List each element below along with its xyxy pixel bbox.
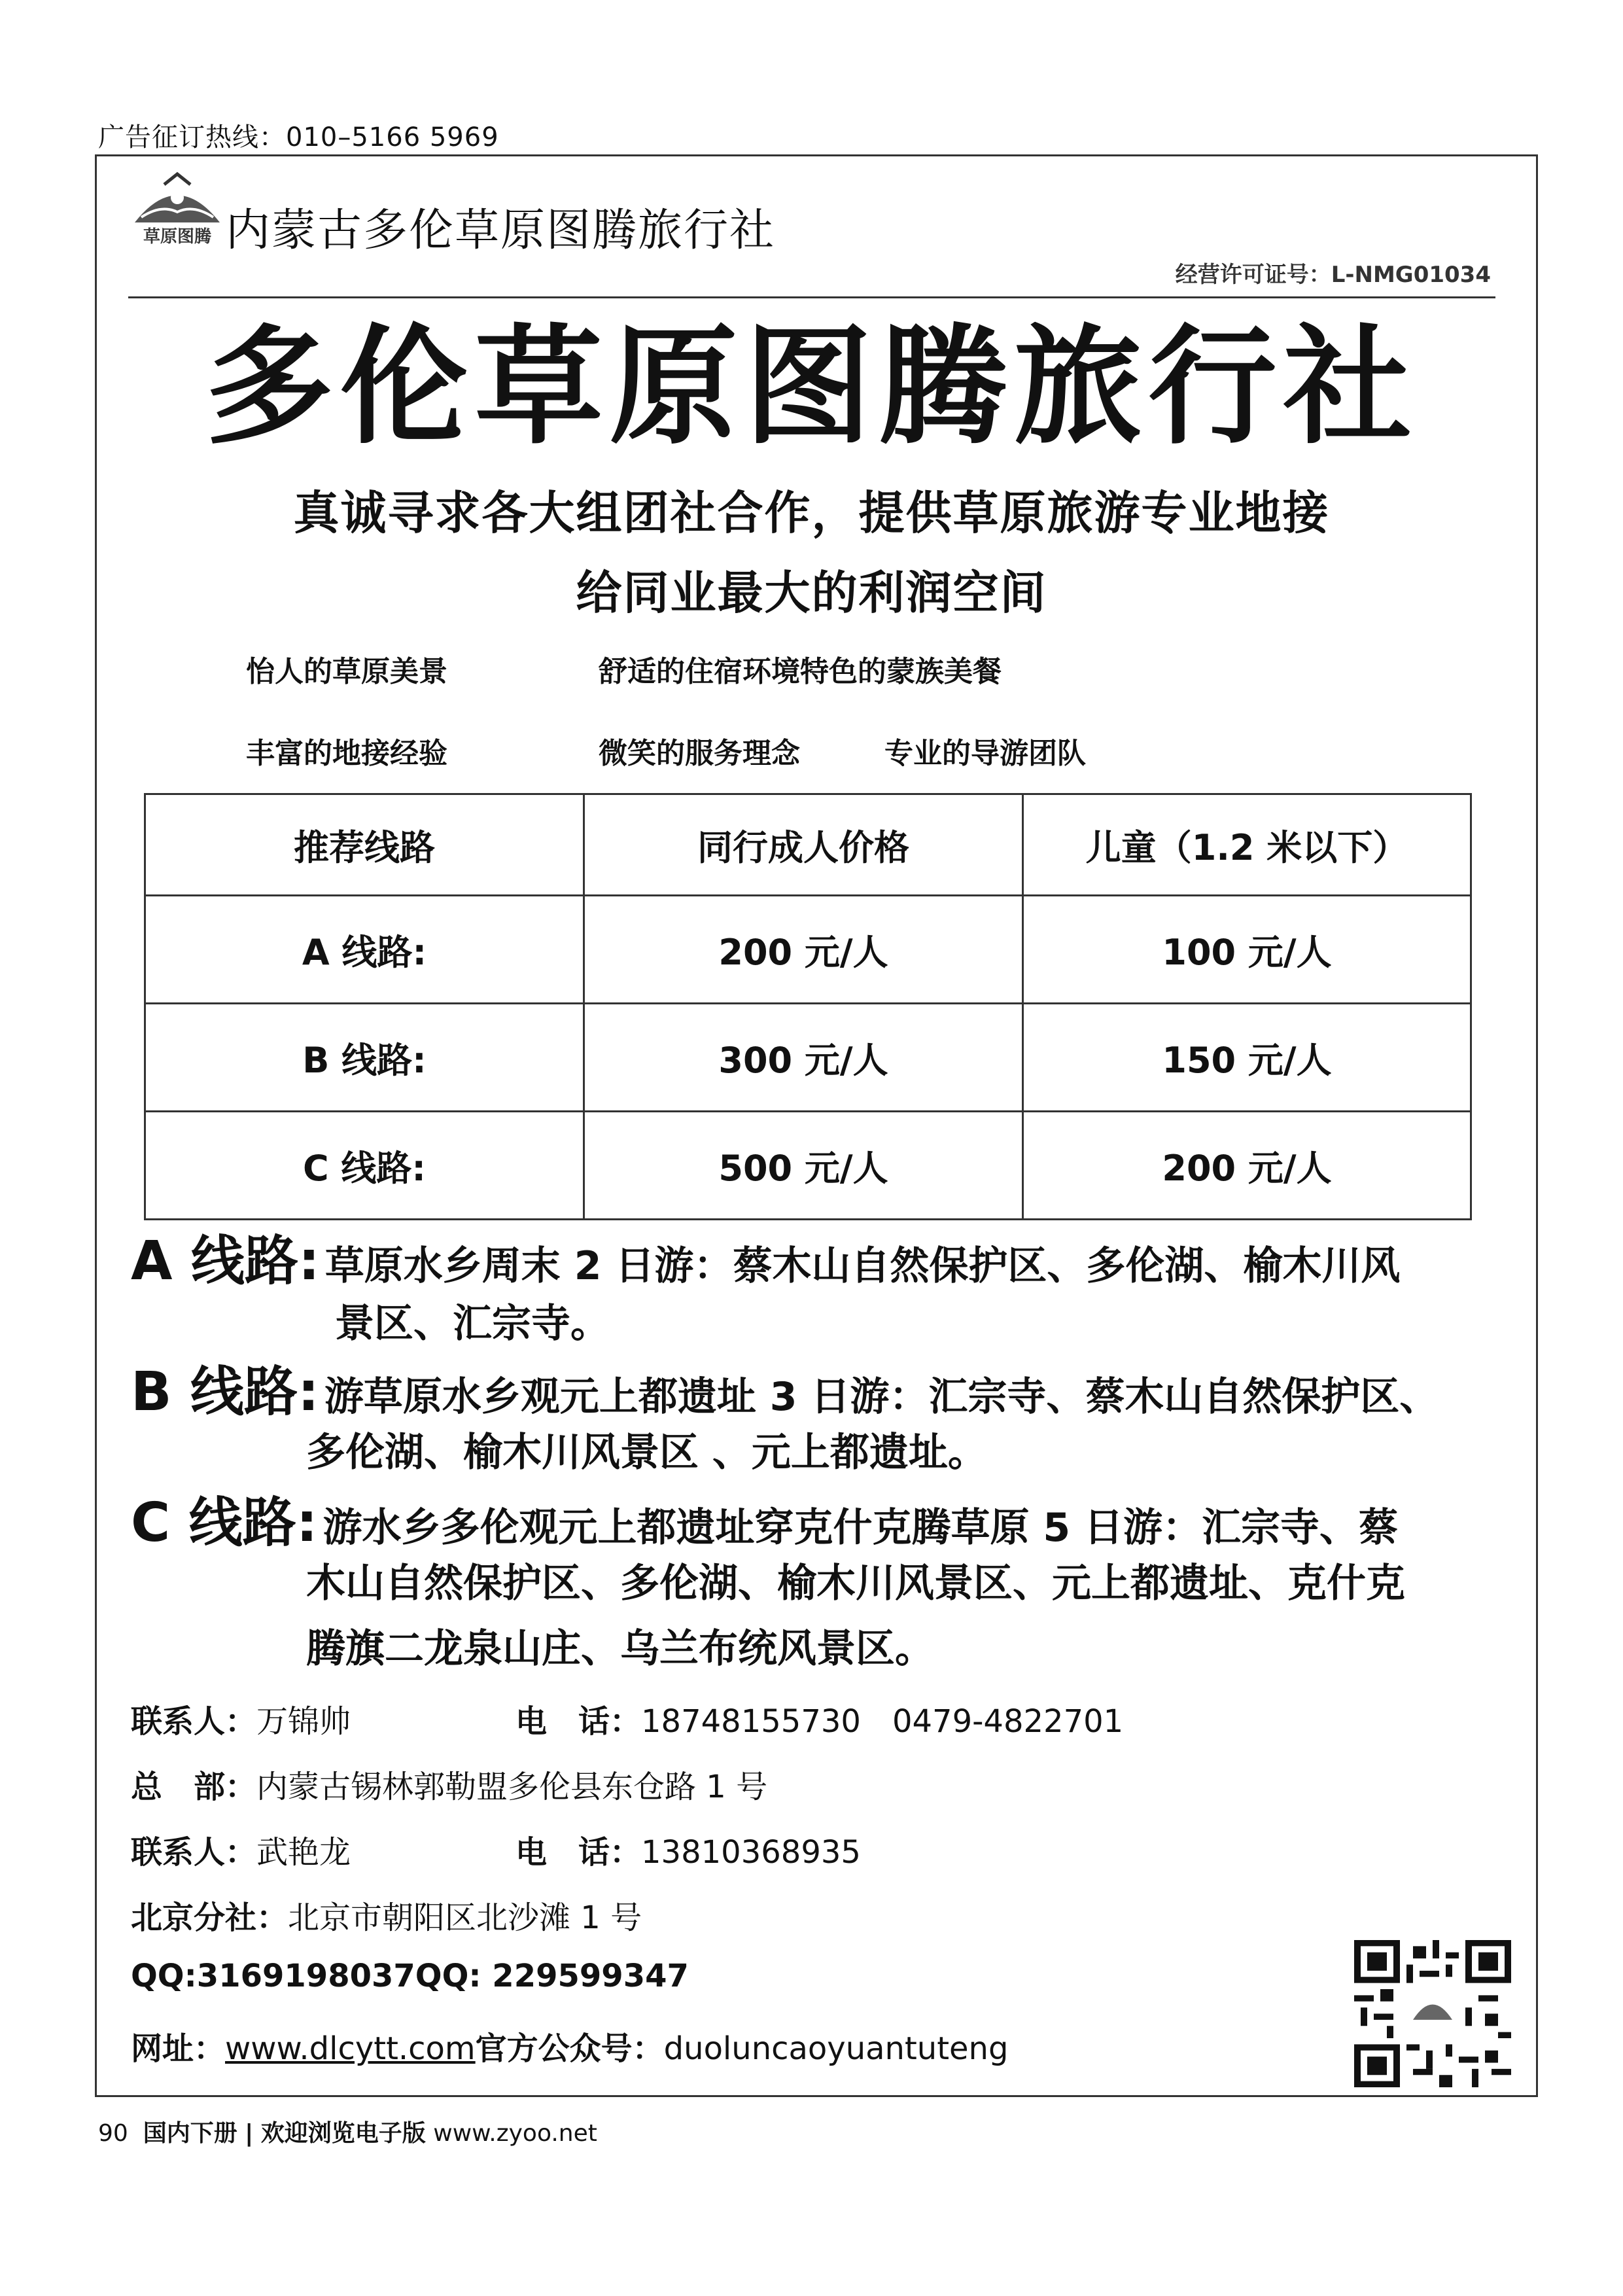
child-price: 100 元/人 <box>1023 896 1471 1004</box>
qq-text: QQ:3169198037QQ: 229599347 <box>131 1958 689 1994</box>
header-divider <box>128 296 1495 298</box>
route-b-label: B 线路: <box>131 1361 319 1423</box>
route-b-text-1: 游草原水乡观元上都遗址 3 日游：汇宗寺、蔡木山自然保护区、 <box>324 1374 1439 1420</box>
footer-section: 国内下册 <box>143 2120 237 2147</box>
slogan-line-1: 真诚寻求各大组团社合作，提供草原旅游专业地接 <box>293 486 1330 540</box>
slogan-line-2: 给同业最大的利润空间 <box>576 566 1047 620</box>
phone-2-label: 电 话： <box>515 1834 642 1871</box>
company-name: 内蒙古多伦草原图腾旅行社 <box>226 205 776 256</box>
contact-1-label: 联系人： <box>131 1703 257 1740</box>
phone-1-label: 电 话： <box>515 1703 642 1740</box>
qr-code[interactable] <box>1354 1940 1511 2087</box>
headquarters <box>131 1761 767 1807</box>
route-name: C 线路: <box>145 1112 584 1220</box>
wechat-id: duoluncaoyuantuteng <box>663 2030 1009 2067</box>
feature-experience: 丰富的地接经验 <box>246 737 447 770</box>
price-table <box>144 793 1472 1220</box>
phone-2 <box>515 1827 861 1872</box>
contact-1-name: 万锦帅 <box>256 1703 351 1740</box>
qq-numbers <box>131 1958 689 1994</box>
route-b-text-2: 多伦湖、榆木川风景区 、元上都遗址。 <box>306 1430 987 1475</box>
company-logo <box>128 171 226 250</box>
adult-price: 500 元/人 <box>584 1112 1023 1220</box>
license-number: 经营许可证号：L-NMG01034 <box>1175 262 1491 288</box>
logo-text: 草原图腾 <box>143 227 212 247</box>
qr-code-icon <box>1354 1940 1511 2087</box>
footer-slogan: 欢迎浏览电子版 <box>260 2120 426 2147</box>
route-a-text-1: 草原水乡周末 2 日游：蔡木山自然保护区、多伦湖、榆木川风 <box>324 1243 1401 1289</box>
route-name: A 线路: <box>145 896 584 1004</box>
contact-2-name: 武艳龙 <box>256 1834 351 1871</box>
table-header-row <box>145 794 1471 896</box>
phone-1-number: 18748155730 0479-4822701 <box>641 1703 1124 1740</box>
route-c-text-1: 游水乡多伦观元上都遗址穿克什克腾草原 5 日游：汇宗寺、蔡 <box>323 1505 1399 1551</box>
route-b-description <box>131 1349 1439 1426</box>
route-name: B 线路: <box>145 1004 584 1112</box>
tent-logo-icon <box>128 171 226 250</box>
route-a-text-2: 景区、汇宗寺。 <box>335 1301 610 1347</box>
website-row <box>131 2023 1008 2068</box>
route-c-description <box>131 1480 1398 1557</box>
page-footer <box>98 2115 597 2148</box>
beijing-branch <box>131 1892 642 1937</box>
website-link[interactable]: www.dlcytt.com <box>225 2030 476 2067</box>
contact-2-label: 联系人： <box>131 1834 257 1871</box>
footer-separator: | <box>245 2120 254 2147</box>
ad-hotline: 广告征订热线：010–5166 5969 <box>98 122 499 152</box>
branch-label: 北京分社： <box>131 1899 288 1936</box>
table-row <box>145 896 1471 1004</box>
hq-label: 总 部： <box>131 1769 257 1805</box>
footer-site[interactable]: www.zyoo.net <box>433 2120 597 2147</box>
page-number: 90 <box>98 2120 128 2147</box>
contact-1 <box>131 1696 351 1741</box>
hq-address: 内蒙古锡林郭勒盟多伦县东仓路 1 号 <box>256 1769 768 1805</box>
feature-service: 微笑的服务理念 <box>599 737 800 770</box>
route-c-text-2: 木山自然保护区、多伦湖、榆木川风景区、元上都遗址、克什克 <box>306 1561 1405 1606</box>
phone-2-number: 13810368935 <box>641 1834 861 1871</box>
child-price: 200 元/人 <box>1023 1112 1471 1220</box>
phone-1 <box>515 1696 1123 1741</box>
site-label: 网址： <box>131 2030 226 2067</box>
branch-address: 北京市朝阳区北沙滩 1 号 <box>288 1899 642 1936</box>
header-adult-price: 同行成人价格 <box>584 794 1023 896</box>
adult-price: 300 元/人 <box>584 1004 1023 1112</box>
table-row <box>145 1004 1471 1112</box>
feature-accommodation: 舒适的住宿环境特色的蒙族美餐 <box>599 655 1002 688</box>
route-a-description <box>131 1218 1400 1295</box>
header-route: 推荐线路 <box>145 794 584 896</box>
contact-2 <box>131 1827 351 1872</box>
route-c-label: C 线路: <box>131 1492 318 1554</box>
feature-guides: 专业的导游团队 <box>884 737 1086 770</box>
table-row <box>145 1112 1471 1220</box>
route-c-text-3: 腾旗二龙泉山庄、乌兰布统风景区。 <box>306 1626 934 1672</box>
wechat-label: 官方公众号： <box>475 2030 664 2067</box>
child-price: 150 元/人 <box>1023 1004 1471 1112</box>
feature-scenery: 怡人的草原美景 <box>246 655 447 688</box>
route-a-label: A 线路: <box>131 1230 320 1292</box>
page-title: 多伦草原图腾旅行社 <box>205 313 1418 462</box>
header-child-price: 儿童（1.2 米以下） <box>1023 794 1471 896</box>
adult-price: 200 元/人 <box>584 896 1023 1004</box>
